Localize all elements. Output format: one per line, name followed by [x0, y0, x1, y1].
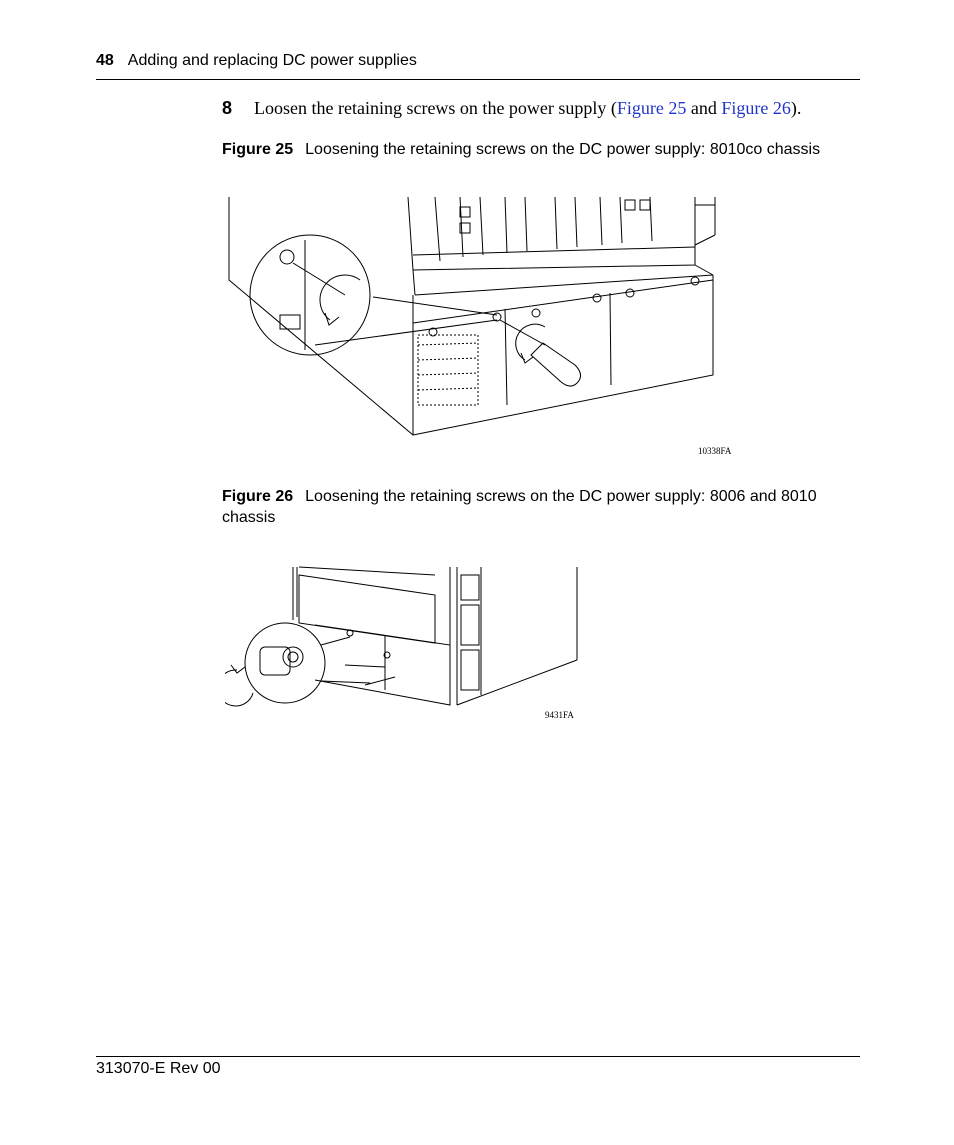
running-header: [96, 52, 417, 70]
step-number: 8: [222, 98, 233, 118]
figure26-caption: [222, 486, 852, 528]
figure26-link[interactable]: Figure 26: [721, 98, 791, 118]
step-text: [254, 98, 801, 119]
page-number: 48: [96, 52, 114, 69]
footer-doc-id: 313070-E Rev 00: [96, 1060, 221, 1077]
step-text-before: Loosen the retaining screws on the power supply (: [254, 98, 617, 118]
figure26-code: 9431FA: [545, 710, 574, 720]
figure26-caption-text: Loosening the retaining screws on the DC power supply: 8006 and 8010 chassis: [222, 488, 817, 526]
figure26-label: Figure 26: [222, 488, 294, 505]
figure25-link[interactable]: Figure 25: [616, 98, 687, 118]
figure25-caption-text: Loosening the retaining screws on the DC power supply: 8010co chassis: [305, 141, 821, 158]
figure25-label: Figure 25: [222, 141, 294, 158]
figure26-illustration: [225, 565, 585, 710]
header-rule: [96, 79, 860, 80]
figure25-code: 10338FA: [698, 446, 732, 456]
header-title: Adding and replacing DC power supplies: [127, 52, 417, 69]
figure25-caption: [222, 139, 852, 160]
figure25-illustration: [225, 195, 745, 445]
step-text-after: ).: [790, 98, 802, 118]
footer-rule: [96, 1056, 860, 1057]
step-text-mid: and: [686, 98, 722, 118]
